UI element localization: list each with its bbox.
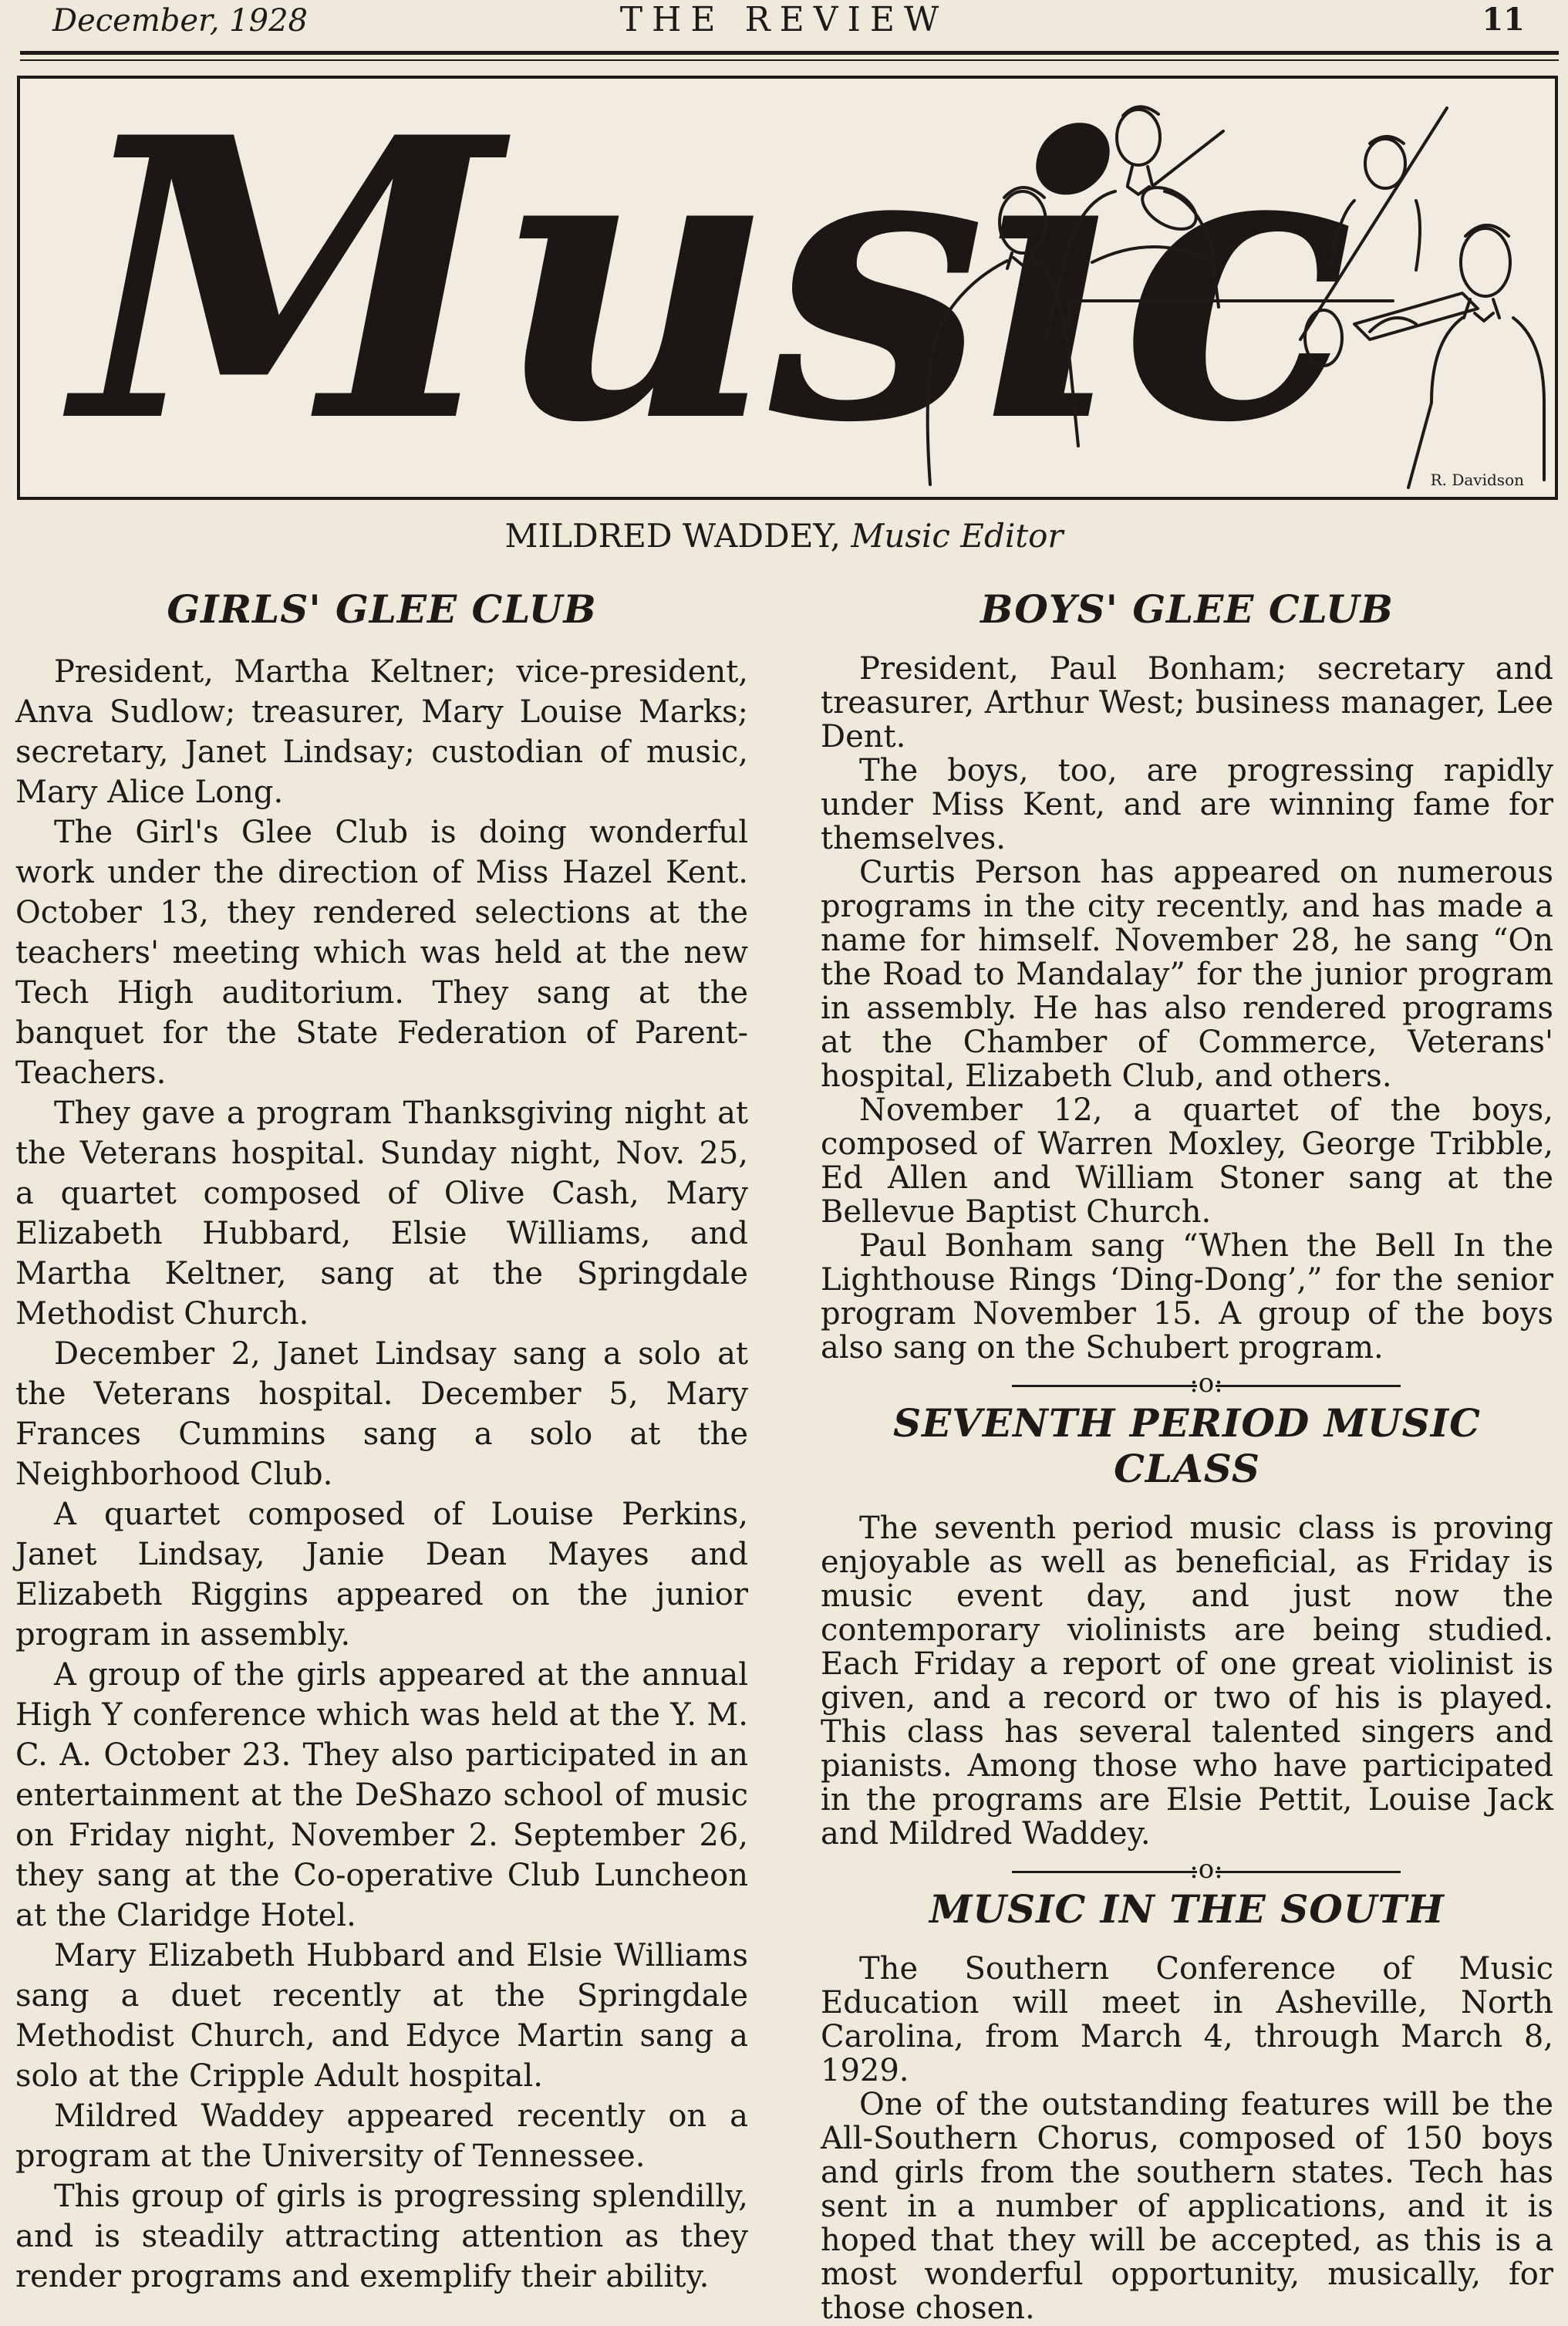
running-header xyxy=(15,0,1553,46)
girls-glee-paragraph: A group of the girls appeared at the annual High Y conference which was held at the Y. M. C. A. October 23. They also participated in an entertainment at the DeShazo school of music on Friday night, November 2. September 26, they sang at the Co-operative Club Luncheon at the Claridge Hotel. xyxy=(15,1657,748,1933)
boys-glee-paragraph: The boys, too, are progressing rapidly under Miss Kent, and are winning fame for themselves. xyxy=(821,753,1553,856)
seventh-period-heading: SEVENTH PERIOD MUSIC CLASS xyxy=(893,1400,1481,1491)
girls-glee-paragraph: They gave a program Thanksgiving night at the Veterans hospital. Sunday night, Nov. 25, a quartet composed of Olive Cash, Mary Elizabeth Hubbard, Elsie Williams, and Martha Keltner, sang at the Springdale Methodist Church. xyxy=(15,1095,748,1332)
section-divider xyxy=(821,1855,1553,1886)
editor-name: MILDRED WADDEY, xyxy=(504,517,841,555)
divider-mark: :o: xyxy=(1189,1854,1223,1885)
girls-glee-paragraph: Mary Elizabeth Hubbard and Elsie Williams sang a duet recently at the Springdale Methodist Church, and Edyce Martin sang a solo at the Cripple Adult hospital. xyxy=(15,1938,748,2094)
girls-glee-paragraph: Mildred Waddey appeared recently on a program at the University of Tennessee. xyxy=(15,2098,748,2174)
left-column xyxy=(15,586,748,2297)
editor-role: Music Editor xyxy=(851,517,1064,555)
page-number: 11 xyxy=(1482,2,1525,38)
divider-line-left xyxy=(1012,1871,1197,1873)
right-column xyxy=(821,586,1553,2325)
issue-date: December, 1928 xyxy=(52,3,308,39)
boys-glee-club-heading: BOYS' GLEE CLUB xyxy=(980,586,1394,632)
divider-line-right xyxy=(1216,1385,1401,1387)
music-in-south-paragraph: One of the outstanding features will be the All-Southern Chorus, composed of 150 boys and girls from the southern states. Tech has sent in a number of applications, and it is hoped that they will be accepted, as this is a most wonderful opportunity, musically, for those chosen. xyxy=(821,2087,1553,2326)
music-in-south-heading: MUSIC IN THE SOUTH xyxy=(929,1886,1445,1932)
girls-glee-paragraph: The Girl's Glee Club is doing wonderful work under the direction of Miss Hazel Kent. October 13, they rendered selections at the teachers' meeting which was held at the new Tech High auditorium. They sang at the banquet for the State Federation of Parent-Teachers. xyxy=(15,815,748,1091)
boys-glee-paragraph: President, Paul Bonham; secretary and treasurer, Arthur West; business manager, Lee Dent. xyxy=(821,651,1553,755)
artist-signature: R. Davidson xyxy=(1430,471,1524,489)
music-in-south-paragraph: The Southern Conference of Music Education will meet in Asheville, North Carolina, from March 4, through March 8, 1929. xyxy=(821,1951,1553,2088)
divider-line-left xyxy=(1012,1385,1197,1387)
girls-glee-paragraph: This group of girls is progressing splendilly, and is steadily attracting attention as they render programs and exemplify their ability. xyxy=(15,2179,748,2294)
music-banner xyxy=(17,54,1558,507)
publication-title: THE REVIEW xyxy=(619,0,949,39)
girls-glee-paragraph: A quartet composed of Louise Perkins, Janet Lindsay, Janie Dean Mayes and Elizabeth Riggins appeared on the junior program in assembly. xyxy=(15,1497,748,1653)
boys-glee-paragraph: Curtis Person has appeared on numerous programs in the city recently, and has made a name for himself. November 28, he sang “On the Road to Mandalay” for the junior program in assembly. He has also rendered programs at the Chamber of Commerce, Veterans' hospital, Elizabeth Club, and others. xyxy=(821,855,1553,1094)
girls-glee-club-heading: GIRLS' GLEE CLUB xyxy=(167,586,597,632)
girls-glee-paragraph: President, Martha Keltner; vice-president, Anva Sudlow; treasurer, Mary Louise Marks; secretary, Janet Lindsay; custodian of music, Mary Alice Long. xyxy=(15,654,748,810)
boys-glee-paragraph: Paul Bonham sang “When the Bell In the Lighthouse Rings ‘Ding-Dong’,” for the senior program November 15. A group of the boys also sang on the Schubert program. xyxy=(821,1228,1553,1366)
musicians-illustration xyxy=(861,93,1555,494)
section-divider xyxy=(821,1369,1553,1400)
boys-glee-paragraph: November 12, a quartet of the boys, composed of Warren Moxley, George Tribble, Ed Allen and William Stoner sang at the Bellevue Baptist Church. xyxy=(821,1092,1553,1230)
divider-mark: :o: xyxy=(1189,1368,1223,1399)
divider-line-right xyxy=(1216,1871,1401,1873)
editor-credit xyxy=(0,517,1568,555)
seventh-period-paragraph: The seventh period music class is proving enjoyable as well as beneficial, as Friday is music event day, and just now the contemporary violinists are being studied. Each Friday a report of one great violinist is given, and a record or two of his is played. This class has several talented singers and pianists. Among those who have participated in the programs are Elsie Pettit, Louise Jack and Mildred Waddey. xyxy=(821,1511,1553,1852)
banner-title: Music xyxy=(74,54,1349,507)
girls-glee-paragraph: December 2, Janet Lindsay sang a solo at the Veterans hospital. December 5, Mary Frances Cummins sang a solo at the Neighborhood Club. xyxy=(15,1336,748,1492)
